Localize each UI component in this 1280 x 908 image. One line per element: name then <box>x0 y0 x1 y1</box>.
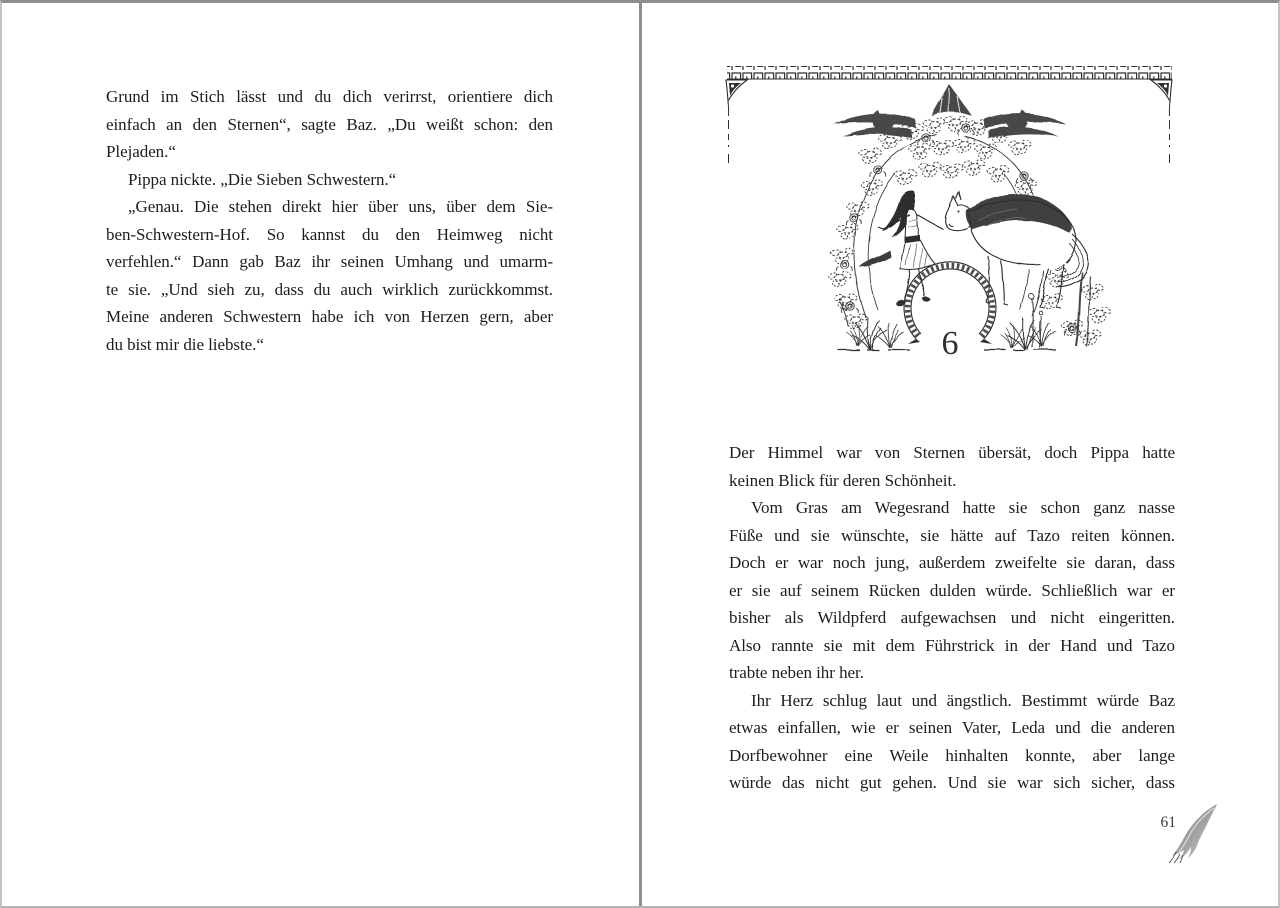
text-line: Plejaden.“ <box>106 142 176 161</box>
girl-figure <box>859 191 943 308</box>
feather-icon <box>1168 802 1220 864</box>
arch-canopy <box>834 84 1066 138</box>
text-line: Ihr Herz schlug laut und ängstlich. Bestimmt würde Baz <box>751 690 1175 710</box>
text-line: trabte neben ihr her. <box>729 663 864 682</box>
text-line: Der Himmel war von Sternen übersät, doch Pippa hatte <box>729 443 1175 462</box>
text-line: Meine anderen Schwestern habe ich von Herzen gern, aber <box>106 307 553 326</box>
chapter-number: 6 <box>941 325 959 362</box>
rose-bush <box>1060 272 1112 346</box>
text-line: ben-Schwestern-Hof. So kannst du den Heimweg nicht <box>106 224 553 244</box>
horse-figure <box>945 192 1088 309</box>
text-line: du bist mir die liebste.“ <box>106 334 264 354</box>
page-divider <box>639 3 642 908</box>
text-line: keinen Blick für deren Schönheit. <box>729 470 957 490</box>
corner-ornament-left <box>726 80 747 164</box>
text-line: verfehlen.“ Dann gab Baz ihr seinen Umhang und umarm- <box>106 252 553 271</box>
chapter-ornament-illustration <box>720 58 1178 396</box>
text-line: bisher als Wildpferd aufgewachsen und nicht eingeritten. <box>729 608 1175 627</box>
text-line: einfach an den Sternen“, sagte Baz. „Du weißt schon: den <box>106 114 553 134</box>
corner-ornament-right <box>1151 80 1172 164</box>
text-line: würde das nicht gut gehen. Und sie war sich sicher, dass <box>729 773 1175 792</box>
text-line: etwas einfallen, wie er seinen Vater, Leda und die anderen <box>729 718 1175 737</box>
greek-key-border <box>727 66 1172 79</box>
text-line: Doch er war noch jung, außerdem zweifelte sie daran, dass <box>729 553 1175 572</box>
text-line: Grund im Stich lässt und du dich verirrst, orientiere dich <box>106 87 553 106</box>
chapter-illustration <box>720 58 1178 396</box>
text-line: Also rannte sie mit dem Führstrick in der Hand und Tazo <box>729 635 1175 655</box>
text-line: Dorfbewohner eine Weile hinhalten konnte, aber lange <box>729 745 1175 765</box>
text-line: „Genau. Die stehen direkt hier über uns, über dem Sie- <box>128 197 553 216</box>
text-line: te sie. „Und sieh zu, dass du auch wirklich zurückkommst. <box>106 279 553 299</box>
left-text-block <box>106 83 553 358</box>
text-line: Pippa nickte. „Die Sieben Schwestern.“ <box>128 169 397 189</box>
text-line: Vom Gras am Wegesrand hatte sie schon ganz nasse <box>751 498 1175 517</box>
right-text-block <box>729 439 1175 797</box>
text-line: Füße und sie wünschte, sie hätte auf Tazo reiten können. <box>729 525 1175 545</box>
text-line: er sie auf seinem Rücken dulden würde. Schließlich war er <box>729 580 1175 600</box>
page-number: 61 <box>1160 814 1176 831</box>
